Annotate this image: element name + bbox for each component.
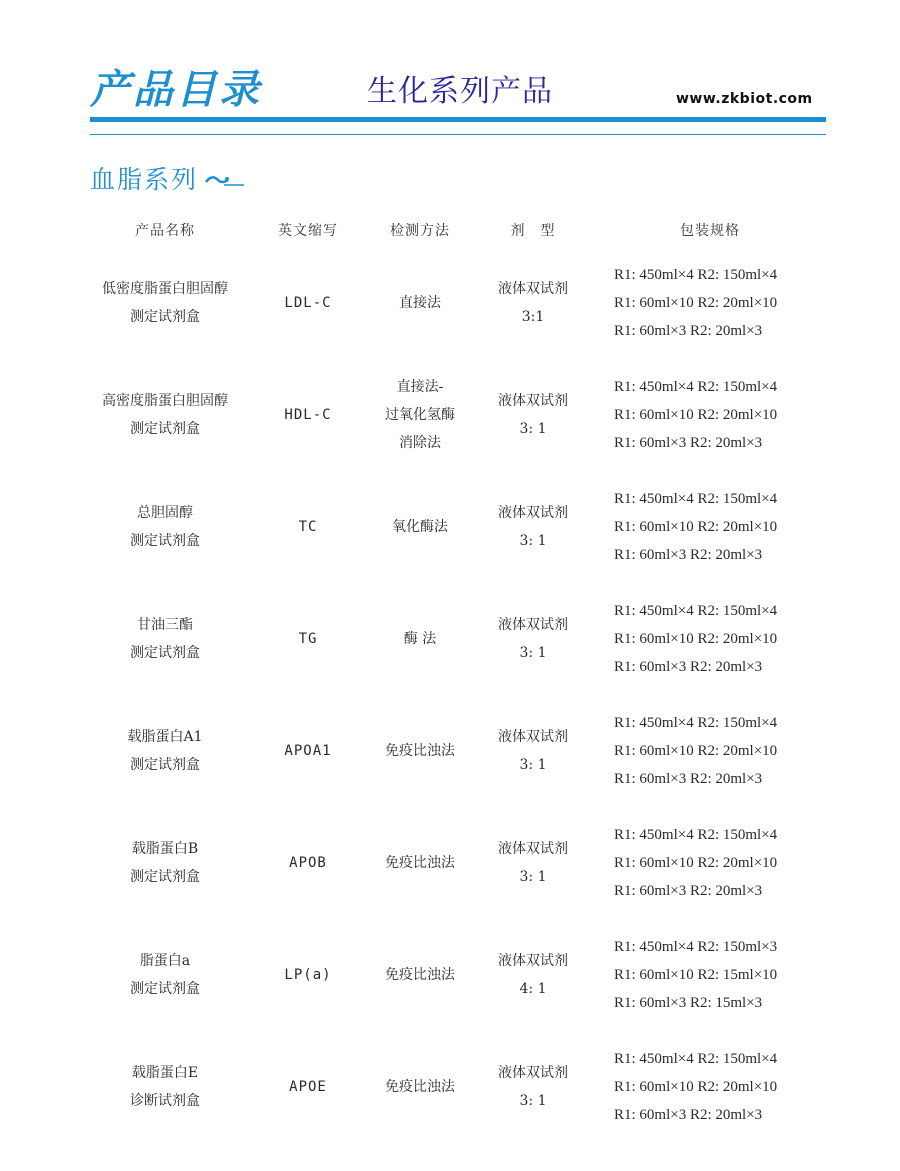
packaging-cell-line: R1: 450ml×4 R2: 150ml×4 xyxy=(614,267,778,283)
reagent-type-cell xyxy=(478,703,588,799)
packaging-cell-line: R1: 450ml×4 R2: 150ml×4 xyxy=(614,379,778,395)
table-row xyxy=(0,703,900,815)
packaging-cell xyxy=(614,927,834,1023)
product-name-cell-line: 测定试剂盒 xyxy=(130,981,200,997)
packaging-cell-line: R1: 60ml×10 R2: 15ml×10 xyxy=(614,967,778,983)
product-name-cell-line: 载脂蛋白E xyxy=(131,1065,199,1081)
product-name-cell xyxy=(90,367,240,463)
product-name-cell-line: 低密度脂蛋白胆固醇 xyxy=(102,281,228,297)
product-name-cell xyxy=(90,1039,240,1135)
packaging-cell-line: R1: 450ml×4 R2: 150ml×4 xyxy=(614,715,778,731)
method-cell-line: 直接法 xyxy=(399,295,441,311)
reagent-type-cell-line: 液体双试剂 xyxy=(498,953,568,969)
method-cell xyxy=(365,479,475,575)
packaging-cell-line: R1: 60ml×10 R2: 20ml×10 xyxy=(614,631,778,647)
website-url: www.zkbiot.com xyxy=(676,91,813,107)
reagent-type-cell-line: 液体双试剂 xyxy=(498,281,568,297)
method-cell xyxy=(365,255,475,351)
method-cell-line: 过氧化氢酶 xyxy=(385,407,455,423)
abbreviation-cell xyxy=(258,255,358,351)
product-name-cell-line: 测定试剂盒 xyxy=(130,757,200,773)
table-row xyxy=(0,255,900,367)
product-name-cell-line: 高密度脂蛋白胆固醇 xyxy=(102,393,228,409)
packaging-cell-line: R1: 60ml×10 R2: 20ml×10 xyxy=(614,519,778,535)
abbreviation-cell-line: LP(a) xyxy=(284,967,332,983)
method-cell xyxy=(365,1039,475,1135)
col-header-name: 产品名称 xyxy=(135,223,195,239)
packaging-cell xyxy=(614,815,834,911)
abbreviation-cell-line: LDL-C xyxy=(284,295,332,311)
packaging-cell-line: R1: 60ml×3 R2: 15ml×3 xyxy=(614,995,763,1011)
reagent-type-cell-line: 3: 1 xyxy=(519,645,547,661)
header-rule-thick xyxy=(90,117,826,122)
swoosh-icon xyxy=(204,168,246,192)
table-row xyxy=(0,1039,900,1151)
packaging-cell-line: R1: 60ml×3 R2: 20ml×3 xyxy=(614,435,763,451)
product-name-cell-line: 测定试剂盒 xyxy=(130,421,200,437)
product-name-cell-line: 测定试剂盒 xyxy=(130,309,200,325)
table-row xyxy=(0,591,900,703)
abbreviation-cell xyxy=(258,367,358,463)
table-row xyxy=(0,367,900,479)
method-cell-line: 直接法- xyxy=(396,379,444,395)
reagent-type-cell-line: 液体双试剂 xyxy=(498,505,568,521)
reagent-type-cell xyxy=(478,927,588,1023)
abbreviation-cell-line: HDL-C xyxy=(284,407,332,423)
packaging-cell xyxy=(614,1039,834,1135)
packaging-cell-line: R1: 60ml×3 R2: 20ml×3 xyxy=(614,659,763,675)
method-cell-line: 酶 法 xyxy=(403,631,437,647)
reagent-type-cell xyxy=(478,479,588,575)
product-name-cell-line: 总胆固醇 xyxy=(137,505,193,521)
method-cell-line: 免疫比浊法 xyxy=(385,743,455,759)
packaging-cell-line: R1: 450ml×4 R2: 150ml×4 xyxy=(614,1051,778,1067)
reagent-type-cell xyxy=(478,815,588,911)
method-cell-line: 消除法 xyxy=(399,435,441,451)
reagent-type-cell-line: 液体双试剂 xyxy=(498,1065,568,1081)
reagent-type-cell-line: 3:1 xyxy=(521,309,545,325)
packaging-cell-line: R1: 60ml×10 R2: 20ml×10 xyxy=(614,1079,778,1095)
method-cell xyxy=(365,815,475,911)
packaging-cell-line: R1: 60ml×3 R2: 20ml×3 xyxy=(614,771,763,787)
table-row xyxy=(0,479,900,591)
abbreviation-cell xyxy=(258,815,358,911)
method-cell xyxy=(365,927,475,1023)
reagent-type-cell xyxy=(478,367,588,463)
catalog-title: 产品目录 xyxy=(90,67,262,113)
packaging-cell-line: R1: 450ml×4 R2: 150ml×4 xyxy=(614,827,778,843)
reagent-type-cell-line: 3: 1 xyxy=(519,421,547,437)
method-cell-line: 免疫比浊法 xyxy=(385,967,455,983)
packaging-cell-line: R1: 60ml×10 R2: 20ml×10 xyxy=(614,407,778,423)
packaging-cell-line: R1: 60ml×10 R2: 20ml×10 xyxy=(614,855,778,871)
packaging-cell-line: R1: 450ml×4 R2: 150ml×3 xyxy=(614,939,778,955)
reagent-type-cell-line: 4: 1 xyxy=(519,981,547,997)
col-header-method: 检测方法 xyxy=(390,223,450,239)
section-title: 血脂系列 xyxy=(90,165,199,194)
packaging-cell xyxy=(614,703,834,799)
reagent-type-cell-line: 3: 1 xyxy=(519,757,547,773)
product-name-cell-line: 诊断试剂盒 xyxy=(130,1093,200,1109)
product-name-cell-line: 测定试剂盒 xyxy=(130,533,200,549)
packaging-cell-line: R1: 60ml×3 R2: 20ml×3 xyxy=(614,883,763,899)
abbreviation-cell-line: APOE xyxy=(289,1079,327,1095)
packaging-cell-line: R1: 60ml×3 R2: 20ml×3 xyxy=(614,1107,763,1123)
product-name-cell xyxy=(90,815,240,911)
reagent-type-cell-line: 液体双试剂 xyxy=(498,393,568,409)
abbreviation-cell xyxy=(258,1039,358,1135)
method-cell-line: 免疫比浊法 xyxy=(385,1079,455,1095)
product-name-cell xyxy=(90,255,240,351)
reagent-type-cell-line: 3: 1 xyxy=(519,869,547,885)
abbreviation-cell xyxy=(258,591,358,687)
product-name-cell-line: 载脂蛋白A1 xyxy=(127,729,203,745)
packaging-cell-line: R1: 60ml×10 R2: 20ml×10 xyxy=(614,743,778,759)
product-name-cell-line: 脂蛋白a xyxy=(139,953,191,969)
header-rule-thin xyxy=(90,134,826,135)
reagent-type-cell-line: 液体双试剂 xyxy=(498,617,568,633)
product-name-cell xyxy=(90,479,240,575)
reagent-type-cell xyxy=(478,1039,588,1135)
packaging-cell xyxy=(614,367,834,463)
abbreviation-cell xyxy=(258,703,358,799)
abbreviation-cell-line: APOB xyxy=(289,855,327,871)
table-row xyxy=(0,927,900,1039)
method-cell-line: 氧化酶法 xyxy=(392,519,448,535)
product-name-cell-line: 甘油三酯 xyxy=(137,617,193,633)
packaging-cell xyxy=(614,479,834,575)
reagent-type-cell-line: 3: 1 xyxy=(519,1093,547,1109)
product-table xyxy=(0,255,900,1151)
page-header xyxy=(0,0,900,140)
packaging-cell-line: R1: 60ml×3 R2: 20ml×3 xyxy=(614,547,763,563)
abbreviation-cell xyxy=(258,479,358,575)
method-cell xyxy=(365,367,475,463)
product-name-cell xyxy=(90,703,240,799)
product-name-cell-line: 载脂蛋白B xyxy=(131,841,199,857)
product-name-cell xyxy=(90,591,240,687)
product-name-cell-line: 测定试剂盒 xyxy=(130,645,200,661)
packaging-cell-line: R1: 450ml×4 R2: 150ml×4 xyxy=(614,491,778,507)
reagent-type-cell xyxy=(478,255,588,351)
packaging-cell-line: R1: 60ml×10 R2: 20ml×10 xyxy=(614,295,778,311)
packaging-cell xyxy=(614,591,834,687)
abbreviation-cell-line: TG xyxy=(298,631,318,647)
packaging-cell-line: R1: 60ml×3 R2: 20ml×3 xyxy=(614,323,763,339)
method-cell-line: 免疫比浊法 xyxy=(385,855,455,871)
packaging-cell-line: R1: 450ml×4 R2: 150ml×4 xyxy=(614,603,778,619)
packaging-cell xyxy=(614,255,834,351)
method-cell xyxy=(365,703,475,799)
col-header-type: 剂 型 xyxy=(510,223,556,239)
abbreviation-cell-line: TC xyxy=(298,519,318,535)
product-name-cell-line: 测定试剂盒 xyxy=(130,869,200,885)
reagent-type-cell-line: 液体双试剂 xyxy=(498,841,568,857)
method-cell xyxy=(365,591,475,687)
reagent-type-cell-line: 3: 1 xyxy=(519,533,547,549)
abbreviation-cell xyxy=(258,927,358,1023)
product-name-cell xyxy=(90,927,240,1023)
series-title: 生化系列产品 xyxy=(367,74,553,109)
abbreviation-cell-line: APOA1 xyxy=(284,743,332,759)
reagent-type-cell xyxy=(478,591,588,687)
reagent-type-cell-line: 液体双试剂 xyxy=(498,729,568,745)
table-row xyxy=(0,815,900,927)
col-header-abbr: 英文缩写 xyxy=(278,223,338,239)
col-header-pack: 包装规格 xyxy=(680,223,740,239)
